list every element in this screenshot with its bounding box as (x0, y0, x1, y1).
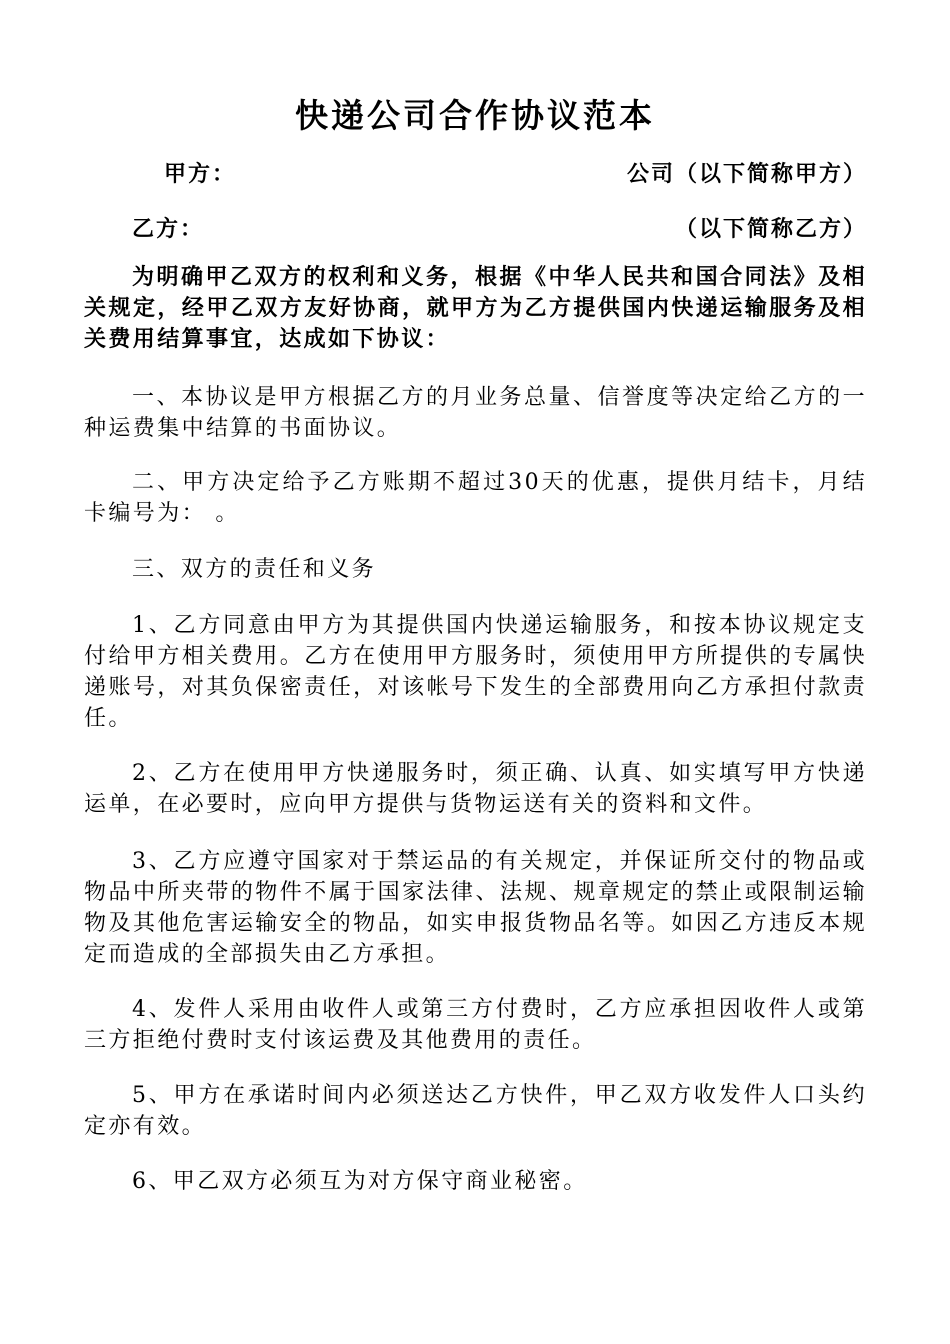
section-heading: 三、双方的责任和义务 (132, 557, 377, 582)
clause-paragraph: 3、乙方应遵守国家对于禁运品的有关规定，并保证所交付的物品或物品中所夹带的物件不属于国家法律、法规、规章规定的禁止或限制运输物及其他危害运输安全的物品，如实申报货物品名等。如因乙方违反本规定而造成的全部损失由乙方承担。 (84, 849, 867, 967)
party-b-suffix: （以下简称乙方） (674, 217, 867, 242)
clause-paragraph: 4、发件人采用由收件人或第三方付费时，乙方应承担因收件人或第三方拒绝付费时支付该运费及其他费用的责任。 (84, 997, 867, 1053)
party-b-label: 乙方： (132, 217, 205, 242)
party-b-line (84, 212, 867, 244)
preamble-paragraph: 为明确甲乙双方的权利和义务，根据《中华人民共和国合同法》及相关规定，经甲乙双方友好协商，就甲方为乙方提供国内快递运输服务及相关费用结算事宜，达成如下协议： (84, 265, 867, 352)
document-title: 快递公司合作协议范本 (295, 96, 655, 135)
clause-paragraph: 1、乙方同意由甲方为其提供国内快递运输服务，和按本协议规定支付给甲方相关费用。乙方在使用甲方服务时，须使用甲方所提供的专属快递账号，对其负保密责任，对该帐号下发生的全部费用向乙方承担付款责任。 (84, 613, 867, 731)
clause-paragraph: 2、乙方在使用甲方快递服务时，须正确、认真、如实填写甲方快递运单，在必要时，应向甲方提供与货物运送有关的资料和文件。 (84, 761, 867, 817)
party-a-line (84, 157, 867, 189)
party-a-suffix: 公司（以下简称甲方） (626, 162, 867, 187)
clause-paragraph: 二、甲方决定给予乙方账期不超过30天的优惠，提供月结卡，月结卡编号为： 。 (84, 470, 867, 526)
clause-paragraph: 6、甲乙双方必须互为对方保守商业秘密。 (132, 1169, 588, 1194)
clause-paragraph: 一、本协议是甲方根据乙方的月业务总量、信誉度等决定给乙方的一种运费集中结算的书面协议。 (84, 385, 867, 441)
party-a-label: 甲方： (164, 162, 237, 187)
clause-paragraph: 5、甲方在承诺时间内必须送达乙方快件，甲乙双方收发件人口头约定亦有效。 (84, 1083, 867, 1139)
